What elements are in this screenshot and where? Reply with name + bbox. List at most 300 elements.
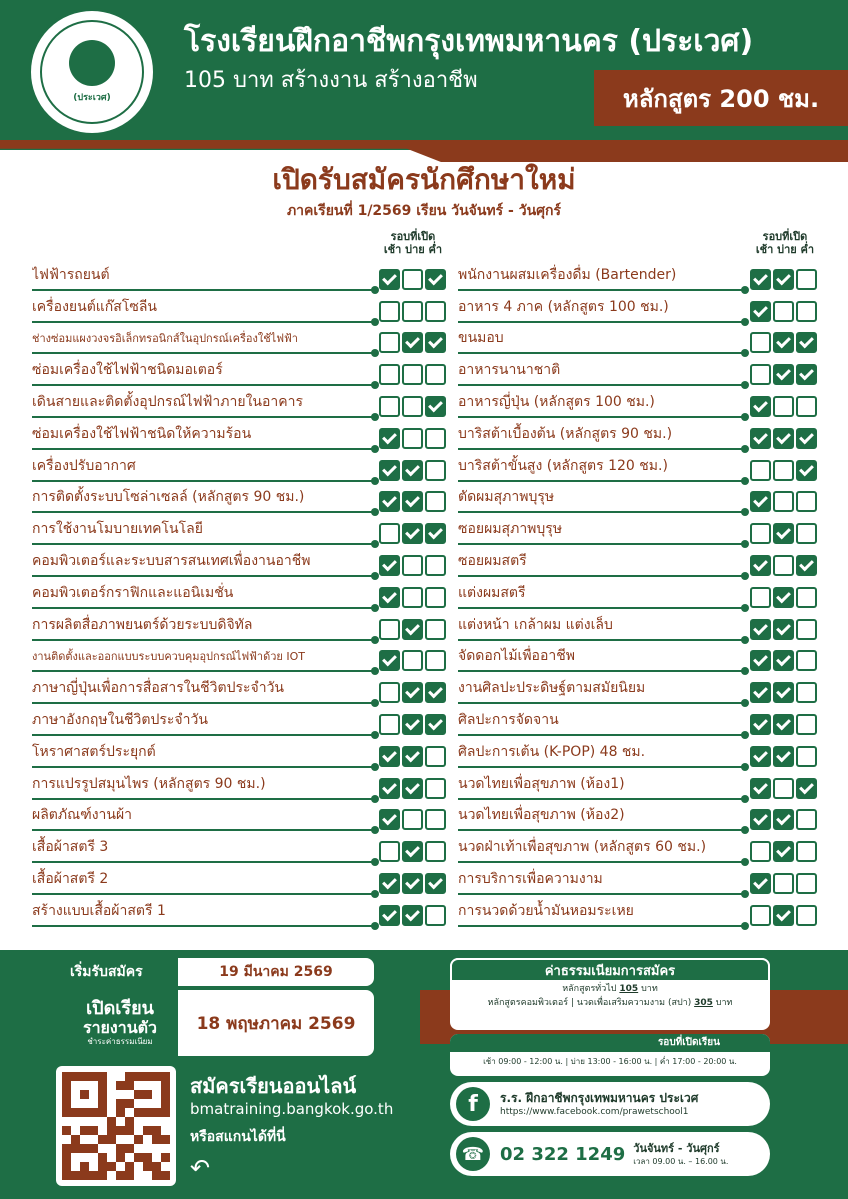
checkbox-afternoon-checked [402, 905, 423, 926]
round-header-right [748, 230, 822, 256]
course-row [458, 389, 824, 421]
fee-special-unit: บาท [715, 998, 733, 1008]
checkbox-afternoon-checked [773, 746, 794, 767]
round-checkboxes [750, 587, 817, 608]
checkbox-afternoon-checked [773, 364, 794, 385]
course-name: การใช้งานโมบายเทคโนโลยี [32, 521, 203, 538]
online-scan-text: หรือสแกนได้ที่นี่ [190, 1129, 286, 1145]
course-row [32, 516, 452, 548]
course-row [32, 771, 452, 803]
class-open-label [62, 990, 178, 1056]
row-underline [32, 289, 376, 291]
checkbox-evening-checked [796, 332, 817, 353]
office-time: เวลา 09.00 น. – 16.00 น. [633, 1156, 729, 1166]
fee-general-label: หลักสูตรทั่วไป [562, 984, 617, 994]
row-underline [458, 352, 746, 354]
checkbox-afternoon-checked [773, 841, 794, 862]
round-checkboxes [379, 301, 446, 322]
round-checkboxes [750, 714, 817, 735]
row-underline [458, 416, 746, 418]
checkbox-evening-empty [425, 650, 446, 671]
row-underline [458, 702, 746, 704]
checkbox-morning-checked [379, 269, 400, 290]
row-underline [32, 893, 376, 895]
round-checkboxes [750, 301, 817, 322]
checkbox-evening-checked [425, 714, 446, 735]
checkbox-morning-empty [379, 714, 400, 735]
row-underline [32, 607, 376, 609]
course-name: ซอยผมสุภาพบุรุษ [458, 521, 563, 538]
course-name: คอมพิวเตอร์กราฟิกและแอนิเมชั่น [32, 584, 234, 601]
row-underline [458, 511, 746, 513]
checkbox-evening-empty [425, 555, 446, 576]
checkbox-morning-empty [379, 301, 400, 322]
row-underline [458, 448, 746, 450]
course-row [32, 421, 452, 453]
checkbox-afternoon-checked [773, 714, 794, 735]
course-list-right [458, 262, 824, 930]
row-underline [32, 734, 376, 736]
course-row [458, 612, 824, 644]
logo-emblem-ring [40, 20, 144, 124]
fee-title: ค่าธรรมเนียมการสมัคร [450, 958, 770, 982]
round-checkboxes [379, 619, 446, 640]
checkbox-morning-empty [379, 841, 400, 862]
course-row [458, 485, 824, 517]
checkbox-evening-empty [425, 809, 446, 830]
office-hours [633, 1142, 728, 1167]
course-hours-badge: หลักสูตร 200 ชม. [594, 70, 848, 126]
checkbox-evening-empty [425, 364, 446, 385]
round-checkboxes [379, 778, 446, 799]
checkbox-afternoon-empty [402, 428, 423, 449]
round-checkboxes [379, 809, 446, 830]
course-row [458, 675, 824, 707]
row-underline [32, 670, 376, 672]
checkbox-morning-checked [750, 778, 771, 799]
checkbox-morning-checked [379, 873, 400, 894]
checkbox-morning-empty [750, 523, 771, 544]
checkbox-morning-empty [750, 460, 771, 481]
logo-text: (ประเวศ) [73, 93, 111, 103]
class-open-date: 18 พฤษภาคม 2569 [178, 990, 374, 1056]
checkbox-evening-checked [796, 364, 817, 385]
course-name: โหราศาสตร์ประยุกต์ [32, 743, 156, 760]
checkbox-morning-checked [379, 460, 400, 481]
school-name: โรงเรียนฝึกอาชีพกรุงเทพมหานคร (ประเวศ) [184, 24, 754, 59]
rounds-times: เช้า 09:00 - 12:00 น. | บ่าย 13:00 - 16:00 น. | ค่ำ 17:00 - 20:00 น. [483, 1057, 737, 1066]
course-name: ภาษาอังกฤษในชีวิตประจำวัน [32, 711, 208, 728]
registration-info [62, 958, 374, 1058]
checkbox-afternoon-checked [773, 809, 794, 830]
course-name: ตัดผมสุภาพบุรุษ [458, 489, 555, 506]
checkbox-morning-checked [750, 491, 771, 512]
checkbox-morning-checked [750, 555, 771, 576]
course-row [32, 803, 452, 835]
row-underline [32, 321, 376, 323]
course-name: ภาษาญี่ปุ่นเพื่อการสื่อสารในชีวิตประจำวัน [32, 680, 285, 697]
checkbox-evening-empty [796, 746, 817, 767]
row-underline [458, 289, 746, 291]
checkbox-afternoon-empty [773, 555, 794, 576]
course-name: บาริสต้าขั้นสูง (หลักสูตร 120 ชม.) [458, 457, 668, 474]
checkbox-evening-checked [796, 778, 817, 799]
checkbox-evening-empty [796, 873, 817, 894]
checkbox-evening-empty [796, 396, 817, 417]
checkbox-morning-checked [750, 714, 771, 735]
checkbox-morning-checked [750, 650, 771, 671]
rounds-panel [450, 1034, 770, 1076]
course-row [32, 580, 452, 612]
header-banner [0, 0, 848, 150]
course-row [32, 644, 452, 676]
row-underline [458, 861, 746, 863]
checkbox-evening-empty [796, 650, 817, 671]
fee-general-unit: บาท [641, 984, 658, 994]
checkbox-evening-empty [796, 809, 817, 830]
checkbox-evening-checked [425, 269, 446, 290]
round-checkboxes [750, 523, 817, 544]
course-name: แต่งหน้า เกล้าผม แต่งเล็บ [458, 616, 613, 633]
row-underline [458, 829, 746, 831]
qr-code-pattern [62, 1072, 170, 1180]
checkbox-afternoon-empty [773, 301, 794, 322]
checkbox-evening-checked [425, 873, 446, 894]
checkbox-morning-empty [379, 682, 400, 703]
checkbox-evening-checked [425, 332, 446, 353]
fee-panel [450, 958, 770, 1030]
phone-contact[interactable] [450, 1132, 770, 1176]
course-name: อาหารญี่ปุ่น (หลักสูตร 100 ชม.) [458, 393, 655, 410]
qr-code[interactable] [56, 1066, 176, 1186]
open-label: เปิดเรียน [86, 998, 154, 1019]
course-row [32, 612, 452, 644]
checkbox-afternoon-empty [402, 269, 423, 290]
checkbox-morning-checked [750, 396, 771, 417]
round-checkboxes [750, 332, 817, 353]
course-name: การบริการเพื่อความงาม [458, 870, 603, 887]
row-underline [458, 734, 746, 736]
course-name: เดินสายและติดตั้งอุปกรณ์ไฟฟ้าภายในอาคาร [32, 393, 304, 410]
checkbox-evening-empty [796, 682, 817, 703]
facebook-icon: f [456, 1087, 490, 1121]
checkbox-evening-checked [796, 428, 817, 449]
course-row [32, 485, 452, 517]
checkbox-morning-empty [379, 523, 400, 544]
row-underline [32, 448, 376, 450]
row-underline [458, 670, 746, 672]
checkbox-evening-empty [425, 619, 446, 640]
round-checkboxes [379, 650, 446, 671]
checkbox-evening-checked [425, 523, 446, 544]
class-open-row [62, 990, 374, 1056]
checkbox-evening-checked [425, 682, 446, 703]
page-title: เปิดรับสมัครนักศึกษาใหม่ [272, 163, 576, 196]
checkbox-morning-checked [750, 619, 771, 640]
course-name: ช่างซ่อมแผงวงจรอิเล็กทรอนิกส์ในอุปกรณ์เครื่องใช้ไฟฟ้า [32, 332, 298, 346]
course-row [32, 866, 452, 898]
checkbox-morning-checked [379, 905, 400, 926]
course-name: ซ่อมเครื่องใช้ไฟฟ้าชนิดให้ความร้อน [32, 425, 252, 442]
checkbox-afternoon-checked [402, 682, 423, 703]
course-row [458, 453, 824, 485]
row-underline [458, 766, 746, 768]
round-checkboxes [750, 396, 817, 417]
course-name: การนวดด้วยน้ำมันหอมระเหย [458, 902, 634, 919]
row-underline [32, 798, 376, 800]
checkbox-evening-empty [425, 491, 446, 512]
checkbox-afternoon-empty [773, 396, 794, 417]
online-signup-title: สมัครเรียนออนไลน์ [190, 1074, 357, 1098]
course-name: เสื้อผ้าสตรี 3 [32, 839, 109, 856]
checkbox-afternoon-empty [402, 364, 423, 385]
round-checkboxes [379, 269, 446, 290]
school-logo [28, 8, 156, 136]
course-row [32, 739, 452, 771]
course-name: พนักงานผสมเครื่องดื่ม (Bartender) [458, 266, 677, 283]
round-checkboxes [750, 841, 817, 862]
checkbox-evening-checked [425, 396, 446, 417]
course-row [32, 707, 452, 739]
checkbox-evening-empty [425, 428, 446, 449]
checkbox-afternoon-checked [402, 873, 423, 894]
course-name: อาหาร 4 ภาค (หลักสูตร 100 ชม.) [458, 298, 669, 315]
checkbox-afternoon-checked [773, 619, 794, 640]
row-underline [458, 607, 746, 609]
round-checkboxes [379, 555, 446, 576]
row-underline [458, 543, 746, 545]
round-checkboxes [379, 841, 446, 862]
fee-special-label: หลักสูตรคอมพิวเตอร์ | นวดเพื่อเสริมความงาม (สปา) [487, 998, 692, 1008]
checkbox-afternoon-checked [402, 714, 423, 735]
checkbox-evening-empty [796, 587, 817, 608]
checkbox-morning-checked [750, 428, 771, 449]
checkbox-afternoon-empty [402, 555, 423, 576]
round-checkboxes [379, 396, 446, 417]
checkbox-morning-checked [379, 491, 400, 512]
course-row [32, 898, 452, 930]
round-checkboxes [379, 364, 446, 385]
checkbox-afternoon-empty [773, 460, 794, 481]
course-row [458, 707, 824, 739]
checkbox-morning-checked [379, 587, 400, 608]
checkbox-morning-checked [379, 650, 400, 671]
course-row [32, 294, 452, 326]
round-checkboxes [750, 746, 817, 767]
row-underline [32, 575, 376, 577]
checkbox-afternoon-checked [773, 905, 794, 926]
phone-icon: ☎ [456, 1137, 490, 1171]
checkbox-evening-empty [796, 714, 817, 735]
facebook-url[interactable]: https://www.facebook.com/prawetschool1 [500, 1107, 689, 1117]
checkbox-evening-empty [425, 587, 446, 608]
checkbox-morning-empty [379, 396, 400, 417]
row-underline [32, 702, 376, 704]
checkbox-morning-checked [750, 682, 771, 703]
checkbox-evening-empty [425, 746, 446, 767]
course-row [458, 866, 824, 898]
course-row [32, 675, 452, 707]
round-checkboxes [379, 428, 446, 449]
row-underline [32, 384, 376, 386]
course-row [32, 326, 452, 358]
checkbox-morning-empty [750, 587, 771, 608]
course-name: การผลิตสื่อภาพยนตร์ด้วยระบบดิจิทัล [32, 616, 253, 633]
fee-special-amount: 305 [694, 998, 713, 1008]
course-list-left [32, 262, 452, 930]
round-checkboxes [379, 491, 446, 512]
round-header-left [376, 230, 450, 256]
checkbox-evening-empty [425, 301, 446, 322]
checkbox-morning-empty [750, 332, 771, 353]
row-underline [458, 384, 746, 386]
course-name: คอมพิวเตอร์และระบบสารสนเทศเพื่องานอาชีพ [32, 552, 311, 569]
registration-start-row [62, 958, 374, 986]
checkbox-evening-empty [796, 269, 817, 290]
checkbox-evening-empty [796, 905, 817, 926]
course-row [458, 357, 824, 389]
checkbox-afternoon-empty [402, 809, 423, 830]
registration-start-date: 19 มีนาคม 2569 [178, 958, 374, 986]
course-name: เครื่องปรับอากาศ [32, 457, 136, 474]
course-name: งานติดตั้งและออกแบบระบบควบคุมอุปกรณ์ไฟฟ้าด้วย IOT [32, 650, 305, 664]
round-checkboxes [750, 682, 817, 703]
course-name: ขนมอบ [458, 330, 504, 347]
fee-line-special [450, 996, 770, 1010]
course-name: นวดฝ่าเท้าเพื่อสุขภาพ (หลักสูตร 60 ชม.) [458, 839, 707, 856]
round-checkboxes [750, 364, 817, 385]
checkbox-afternoon-empty [402, 650, 423, 671]
checkbox-afternoon-empty [773, 873, 794, 894]
facebook-name: ร.ร. ฝึกอาชีพกรุงเทพมหานคร ประเวศ [500, 1091, 699, 1105]
checkbox-morning-checked [379, 555, 400, 576]
checkbox-afternoon-empty [402, 301, 423, 322]
checkbox-morning-checked [750, 269, 771, 290]
row-underline [32, 861, 376, 863]
checkbox-afternoon-checked [402, 332, 423, 353]
course-name: นวดไทยเพื่อสุขภาพ (ห้อง2) [458, 807, 625, 824]
course-row [458, 771, 824, 803]
row-underline [458, 639, 746, 641]
round-checkboxes [750, 428, 817, 449]
checkbox-evening-empty [796, 841, 817, 862]
row-underline [458, 798, 746, 800]
course-row [458, 803, 824, 835]
course-row [458, 898, 824, 930]
round-checkboxes [750, 555, 817, 576]
course-row [32, 357, 452, 389]
course-row [32, 389, 452, 421]
row-underline [458, 575, 746, 577]
round-checkboxes [750, 778, 817, 799]
course-row [32, 834, 452, 866]
course-name: ศิลปะการเต้น (K-POP) 48 ชม. [458, 743, 646, 760]
phone-number[interactable]: 02 322 1249 [500, 1143, 626, 1165]
round-header-label: รอบที่เปิด [390, 230, 436, 243]
round-checkboxes [750, 491, 817, 512]
row-underline [458, 925, 746, 927]
round-checkboxes [379, 682, 446, 703]
report-label: รายงานตัว [82, 1018, 158, 1037]
checkbox-morning-empty [379, 332, 400, 353]
checkbox-morning-checked [750, 301, 771, 322]
checkbox-afternoon-checked [402, 746, 423, 767]
online-signup-url[interactable]: bmatraining.bangkok.go.th [190, 1100, 394, 1118]
course-row [458, 644, 824, 676]
course-row [458, 262, 824, 294]
course-name: เสื้อผ้าสตรี 2 [32, 870, 109, 887]
round-checkboxes [379, 523, 446, 544]
row-underline [32, 511, 376, 513]
course-name: ซอยผมสตรี [458, 552, 527, 569]
round-checkboxes [379, 587, 446, 608]
checkbox-afternoon-checked [402, 460, 423, 481]
row-underline [32, 766, 376, 768]
checkbox-afternoon-empty [773, 491, 794, 512]
checkbox-morning-empty [379, 364, 400, 385]
round-checkboxes [379, 746, 446, 767]
round-checkboxes [750, 809, 817, 830]
facebook-text [500, 1090, 698, 1118]
rounds-title: รอบที่เปิดเรียน [450, 1034, 770, 1052]
course-name: ไฟฟ้ารถยนต์ [32, 266, 110, 283]
course-name: บาริสต้าเบื้องต้น (หลักสูตร 90 ชม.) [458, 425, 673, 442]
course-name: การแปรรูปสมุนไพร (หลักสูตร 90 ชม.) [32, 775, 266, 792]
row-underline [32, 543, 376, 545]
checkbox-evening-empty [425, 778, 446, 799]
fee-note: ชำระค่าธรรมเนียม [87, 1037, 153, 1046]
checkbox-afternoon-empty [402, 396, 423, 417]
course-name: งานศิลปะประดิษฐ์ตามสมัยนิยม [458, 680, 646, 697]
checkbox-afternoon-checked [773, 650, 794, 671]
checkbox-afternoon-checked [773, 332, 794, 353]
checkbox-morning-empty [379, 619, 400, 640]
checkbox-afternoon-checked [402, 491, 423, 512]
course-row [32, 453, 452, 485]
arrow-left-icon: ↶ [190, 1154, 211, 1182]
course-row [458, 326, 824, 358]
checkbox-afternoon-checked [402, 619, 423, 640]
checkbox-evening-empty [796, 301, 817, 322]
checkbox-afternoon-checked [402, 523, 423, 544]
row-underline [32, 829, 376, 831]
row-underline [32, 352, 376, 354]
checkbox-morning-empty [750, 364, 771, 385]
checkbox-morning-checked [750, 809, 771, 830]
checkbox-morning-empty [750, 841, 771, 862]
checkbox-afternoon-checked [773, 682, 794, 703]
checkbox-evening-empty [796, 523, 817, 544]
row-underline [458, 321, 746, 323]
course-row [32, 548, 452, 580]
checkbox-morning-empty [750, 905, 771, 926]
round-checkboxes [379, 905, 446, 926]
checkbox-evening-empty [425, 460, 446, 481]
course-row [32, 262, 452, 294]
round-checkboxes [379, 332, 446, 353]
fee-general-amount: 105 [619, 984, 639, 994]
course-name: เครื่องยนต์แก๊สโซลีน [32, 298, 157, 315]
checkbox-morning-checked [750, 873, 771, 894]
facebook-contact[interactable] [450, 1082, 770, 1126]
round-checkboxes [750, 905, 817, 926]
course-row [458, 580, 824, 612]
checkbox-afternoon-empty [773, 778, 794, 799]
checkbox-evening-checked [796, 555, 817, 576]
fee-line-general [450, 982, 770, 996]
checkbox-evening-empty [796, 619, 817, 640]
course-name: จัดดอกไม้เพื่ออาชีพ [458, 648, 575, 665]
